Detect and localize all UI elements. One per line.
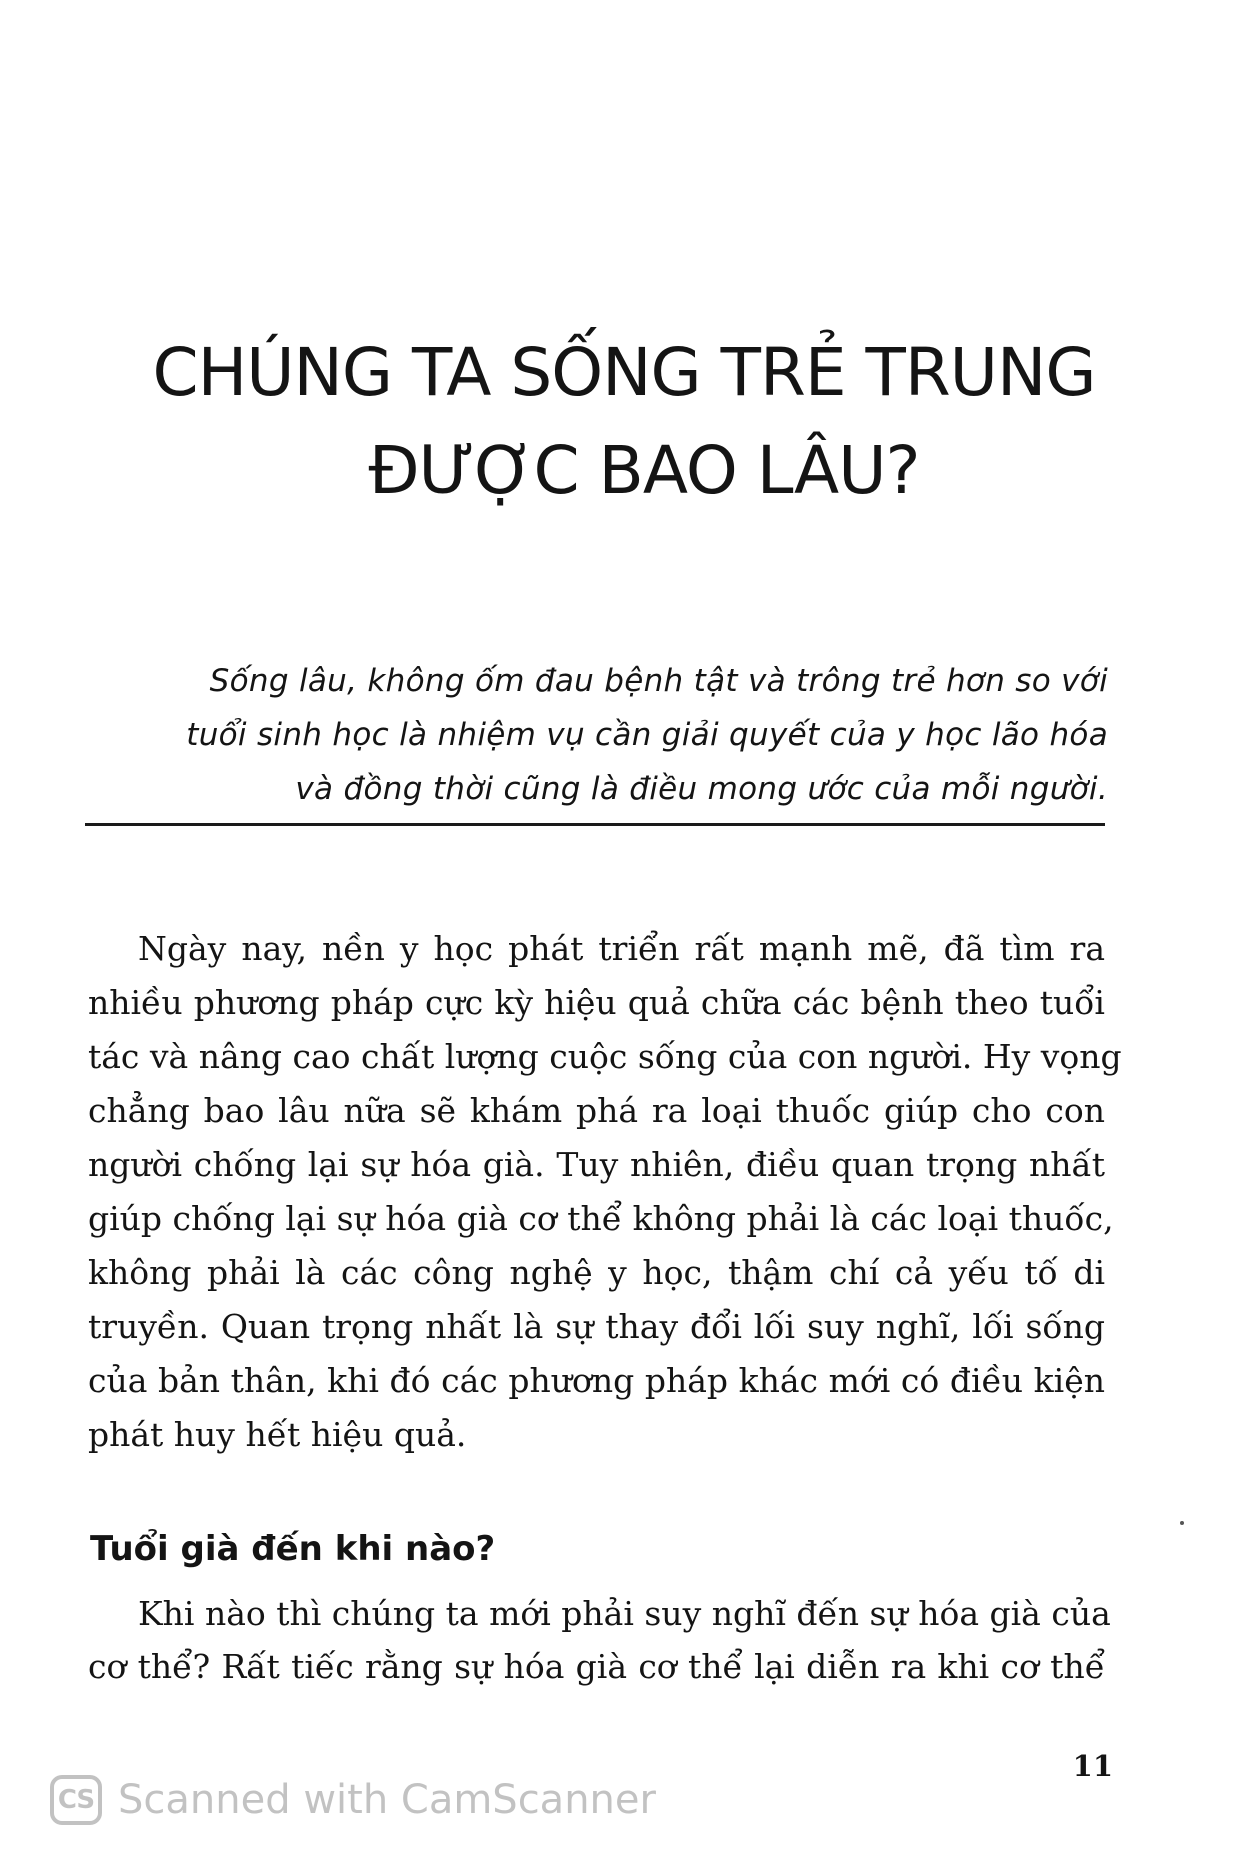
camscanner-watermark xyxy=(50,1774,656,1826)
scan-speck xyxy=(1180,1521,1184,1525)
paragraph-line: nhiều phương pháp cực kỳ hiệu quả chữa các bệnh theo tuổi xyxy=(88,983,1105,1022)
paragraph-line: người chống lại sự hóa già. Tuy nhiên, điều quan trọng nhất xyxy=(88,1145,1105,1184)
watermark-text: Scanned with CamScanner xyxy=(118,1777,656,1823)
epigraph-line: Sống lâu, không ốm đau bệnh tật và trông trẻ hơn so với xyxy=(209,663,1108,699)
paragraph-line: tác và nâng cao chất lượng cuộc sống của con người. Hy vọng xyxy=(88,1037,1122,1076)
epigraph-line: tuổi sinh học là nhiệm vụ cần giải quyết của y học lão hóa xyxy=(186,717,1108,753)
epigraph-divider xyxy=(85,823,1105,826)
paragraph-line: không phải là các công nghệ y học, thậm chí cả yếu tố di xyxy=(88,1253,1105,1292)
paragraph-line: cơ thể? Rất tiếc rằng sự hóa già cơ thể lại diễn ra khi cơ thể xyxy=(88,1647,1105,1686)
chapter-title-line-2: ĐƯỢC BAO LÂU? xyxy=(368,432,920,509)
epigraph-line: và đồng thời cũng là điều mong ước của mỗi người. xyxy=(295,771,1108,807)
paragraph-line: của bản thân, khi đó các phương pháp khác mới có điều kiện xyxy=(88,1361,1105,1400)
paragraph-line: truyền. Quan trọng nhất là sự thay đổi lối suy nghĩ, lối sống xyxy=(88,1307,1105,1346)
paragraph-line: Khi nào thì chúng ta mới phải suy nghĩ đến sự hóa già của xyxy=(138,1594,1111,1633)
paragraph-line: Ngày nay, nền y học phát triển rất mạnh mẽ, đã tìm ra xyxy=(138,929,1105,968)
section-heading: Tuổi già đến khi nào? xyxy=(90,1529,496,1569)
chapter-title-line-1: CHÚNG TA SỐNG TRẺ TRUNG xyxy=(152,334,1096,411)
camscanner-logo-icon: CS xyxy=(50,1775,102,1825)
page-number: 11 xyxy=(1072,1749,1113,1783)
paragraph-line: chẳng bao lâu nữa sẽ khám phá ra loại thuốc giúp cho con xyxy=(88,1091,1105,1130)
paragraph-line: phát huy hết hiệu quả. xyxy=(88,1415,467,1454)
paragraph-line: giúp chống lại sự hóa già cơ thể không phải là các loại thuốc, xyxy=(88,1199,1114,1238)
